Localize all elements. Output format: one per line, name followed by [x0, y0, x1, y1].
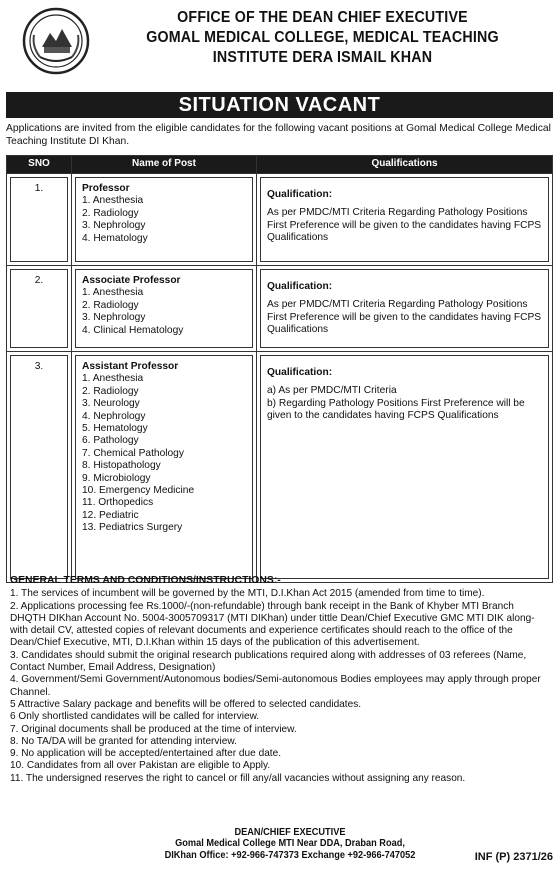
row-sno: 1. — [10, 177, 68, 262]
terms-heading: GENERAL TERMS AND CONDITIONS/INSTRUCTIONS:- — [10, 575, 281, 586]
reference-number: INF (P) 2371/26 — [474, 851, 553, 863]
intro-text: Applications are invited from the eligible candidates for the following vacant positions at Gomal Medical College Medical Teaching Institute DI Khan. — [6, 123, 551, 147]
qualification-text: As per PMDC/MTI Criteria Regarding Pathology Positions First Preference will be given to the candidates having FCPS Qualifications — [267, 299, 542, 336]
list-item: 2. Radiology — [82, 299, 139, 311]
list-item: 4. Clinical Hematology — [82, 324, 184, 336]
list-item: 8. Histopathology — [82, 460, 161, 472]
title-line-3: INSTITUTE DERA ISMAIL KHAN — [212, 49, 433, 66]
list-item: 1. The services of incumbent will be governed by the MTI, D.I.Khan Act 2015 (amended from time to time). — [10, 588, 485, 600]
table-header-row — [7, 156, 553, 174]
list-item: 3. Nephrology — [82, 220, 146, 232]
list-item: 11. Orthopedics — [82, 497, 154, 509]
list-item: 1. Anesthesia — [82, 287, 144, 299]
positions-table — [6, 155, 553, 583]
list-item: 1. Anesthesia — [82, 195, 144, 207]
list-item: 5 Attractive Salary package and benefits will be offered to selected candidates. — [10, 698, 362, 710]
header — [0, 0, 559, 86]
list-item: 9. Microbiology — [82, 472, 151, 484]
signatory-title: DEAN/CHIEF EXECUTIVE — [234, 827, 346, 838]
list-item: 2. Radiology — [82, 207, 139, 219]
office-title — [96, 8, 549, 68]
post-cell — [75, 355, 253, 579]
header-qualifications: Qualifications — [257, 156, 553, 174]
list-item: 3. Neurology — [82, 398, 140, 410]
table-row — [7, 174, 553, 266]
list-item: 4. Nephrology — [82, 410, 146, 422]
list-item: 7. Original documents shall be produced at the time of interview. — [10, 723, 297, 735]
list-item: 2. Applications processing fee Rs.1000/-(non-refundable) through bank receipt in the Bank of Khyber MTI Branch DHQTH DIKhan Account No. 5004-3005709317 (MTI DIKhan) under tittle Dean/Chief Executive GMC MTI DIK along-with detail CV, attested copies of relevant documents and experience certificates should reach to the office of the Dean/Chief Executive, MTI, D.I.Khan within 15 days of the publication of this advertisement. — [10, 600, 535, 649]
list-item: 9. No application will be accepted/entertained after due date. — [10, 748, 282, 760]
list-item: 4. Government/Semi Government/Autonomous bodies/Semi-autonomous Bodies employees may apply through proper Channel. — [10, 674, 541, 698]
qualification-title: Qualification: — [267, 189, 333, 200]
table-row — [7, 352, 553, 583]
list-item: 1. Anesthesia — [82, 373, 144, 385]
list-item: 3. Candidates should submit the original research publications required along with addresses of 03 referees (Name, Contact Number, Email Address, Designation) — [10, 649, 527, 674]
list-item: 10. Candidates from all over Pakistan are eligible to Apply. — [10, 760, 271, 772]
row-sno: 3. — [10, 355, 68, 579]
list-item: 11. The undersigned reserves the right to cancel or fill any/all vacancies without assigning any reason. — [10, 772, 466, 784]
list-item: 3. Nephrology — [82, 312, 146, 324]
list-item: 6 Only shortlisted candidates will be called for interview. — [10, 711, 260, 723]
header-sno: SNO — [7, 156, 72, 174]
qualification-title: Qualification: — [267, 281, 333, 292]
post-title: Professor — [82, 183, 130, 194]
post-title: Assistant Professor — [82, 361, 179, 372]
header-post: Name of Post — [72, 156, 257, 174]
qualification-cell — [260, 355, 549, 579]
title-line-1: OFFICE OF THE DEAN CHIEF EXECUTIVE — [177, 9, 468, 26]
qualification-text: As per PMDC/MTI Criteria Regarding Pathology Positions First Preference will be given to the candidates having FCPS Qualifications — [267, 207, 542, 244]
phone-line: DIKhan Office: +92-966-747373 Exchange +92-966-747052 — [164, 849, 416, 861]
list-item: 5. Hematology — [82, 423, 148, 435]
post-cell — [75, 177, 253, 262]
post-cell — [75, 269, 253, 348]
contact-address — [149, 827, 431, 861]
qualification-title: Qualification: — [267, 367, 333, 378]
list-item: 10. Emergency Medicine — [82, 485, 195, 497]
qualification-text: b) Regarding Pathology Positions First Preference will be given to the candidates having FCPS Qualifications — [267, 397, 525, 422]
qualification-text: a) As per PMDC/MTI Criteria — [267, 385, 397, 397]
qualification-cell — [260, 177, 549, 262]
list-item: 2. Radiology — [82, 385, 139, 397]
list-item: 7. Chemical Pathology — [82, 447, 184, 459]
row-sno: 2. — [10, 269, 68, 348]
list-item: 13. Pediatrics Surgery — [82, 522, 183, 534]
situation-vacant-banner: SITUATION VACANT — [6, 92, 553, 118]
list-item: 8. No TA/DA will be granted for attending interview. — [10, 735, 237, 747]
terms-and-conditions — [10, 575, 551, 785]
table-row — [7, 266, 553, 352]
list-item: 6. Pathology — [82, 435, 139, 447]
government-emblem-icon — [22, 7, 90, 75]
list-item: 4. Hematology — [82, 232, 148, 244]
qualification-cell — [260, 269, 549, 348]
post-title: Associate Professor — [82, 275, 181, 286]
title-line-2: GOMAL MEDICAL COLLEGE, MEDICAL TEACHING — [146, 29, 499, 46]
address-line: Gomal Medical College MTI Near DDA, Draban Road, — [175, 838, 405, 850]
list-item: 12. Pediatric — [82, 509, 139, 521]
